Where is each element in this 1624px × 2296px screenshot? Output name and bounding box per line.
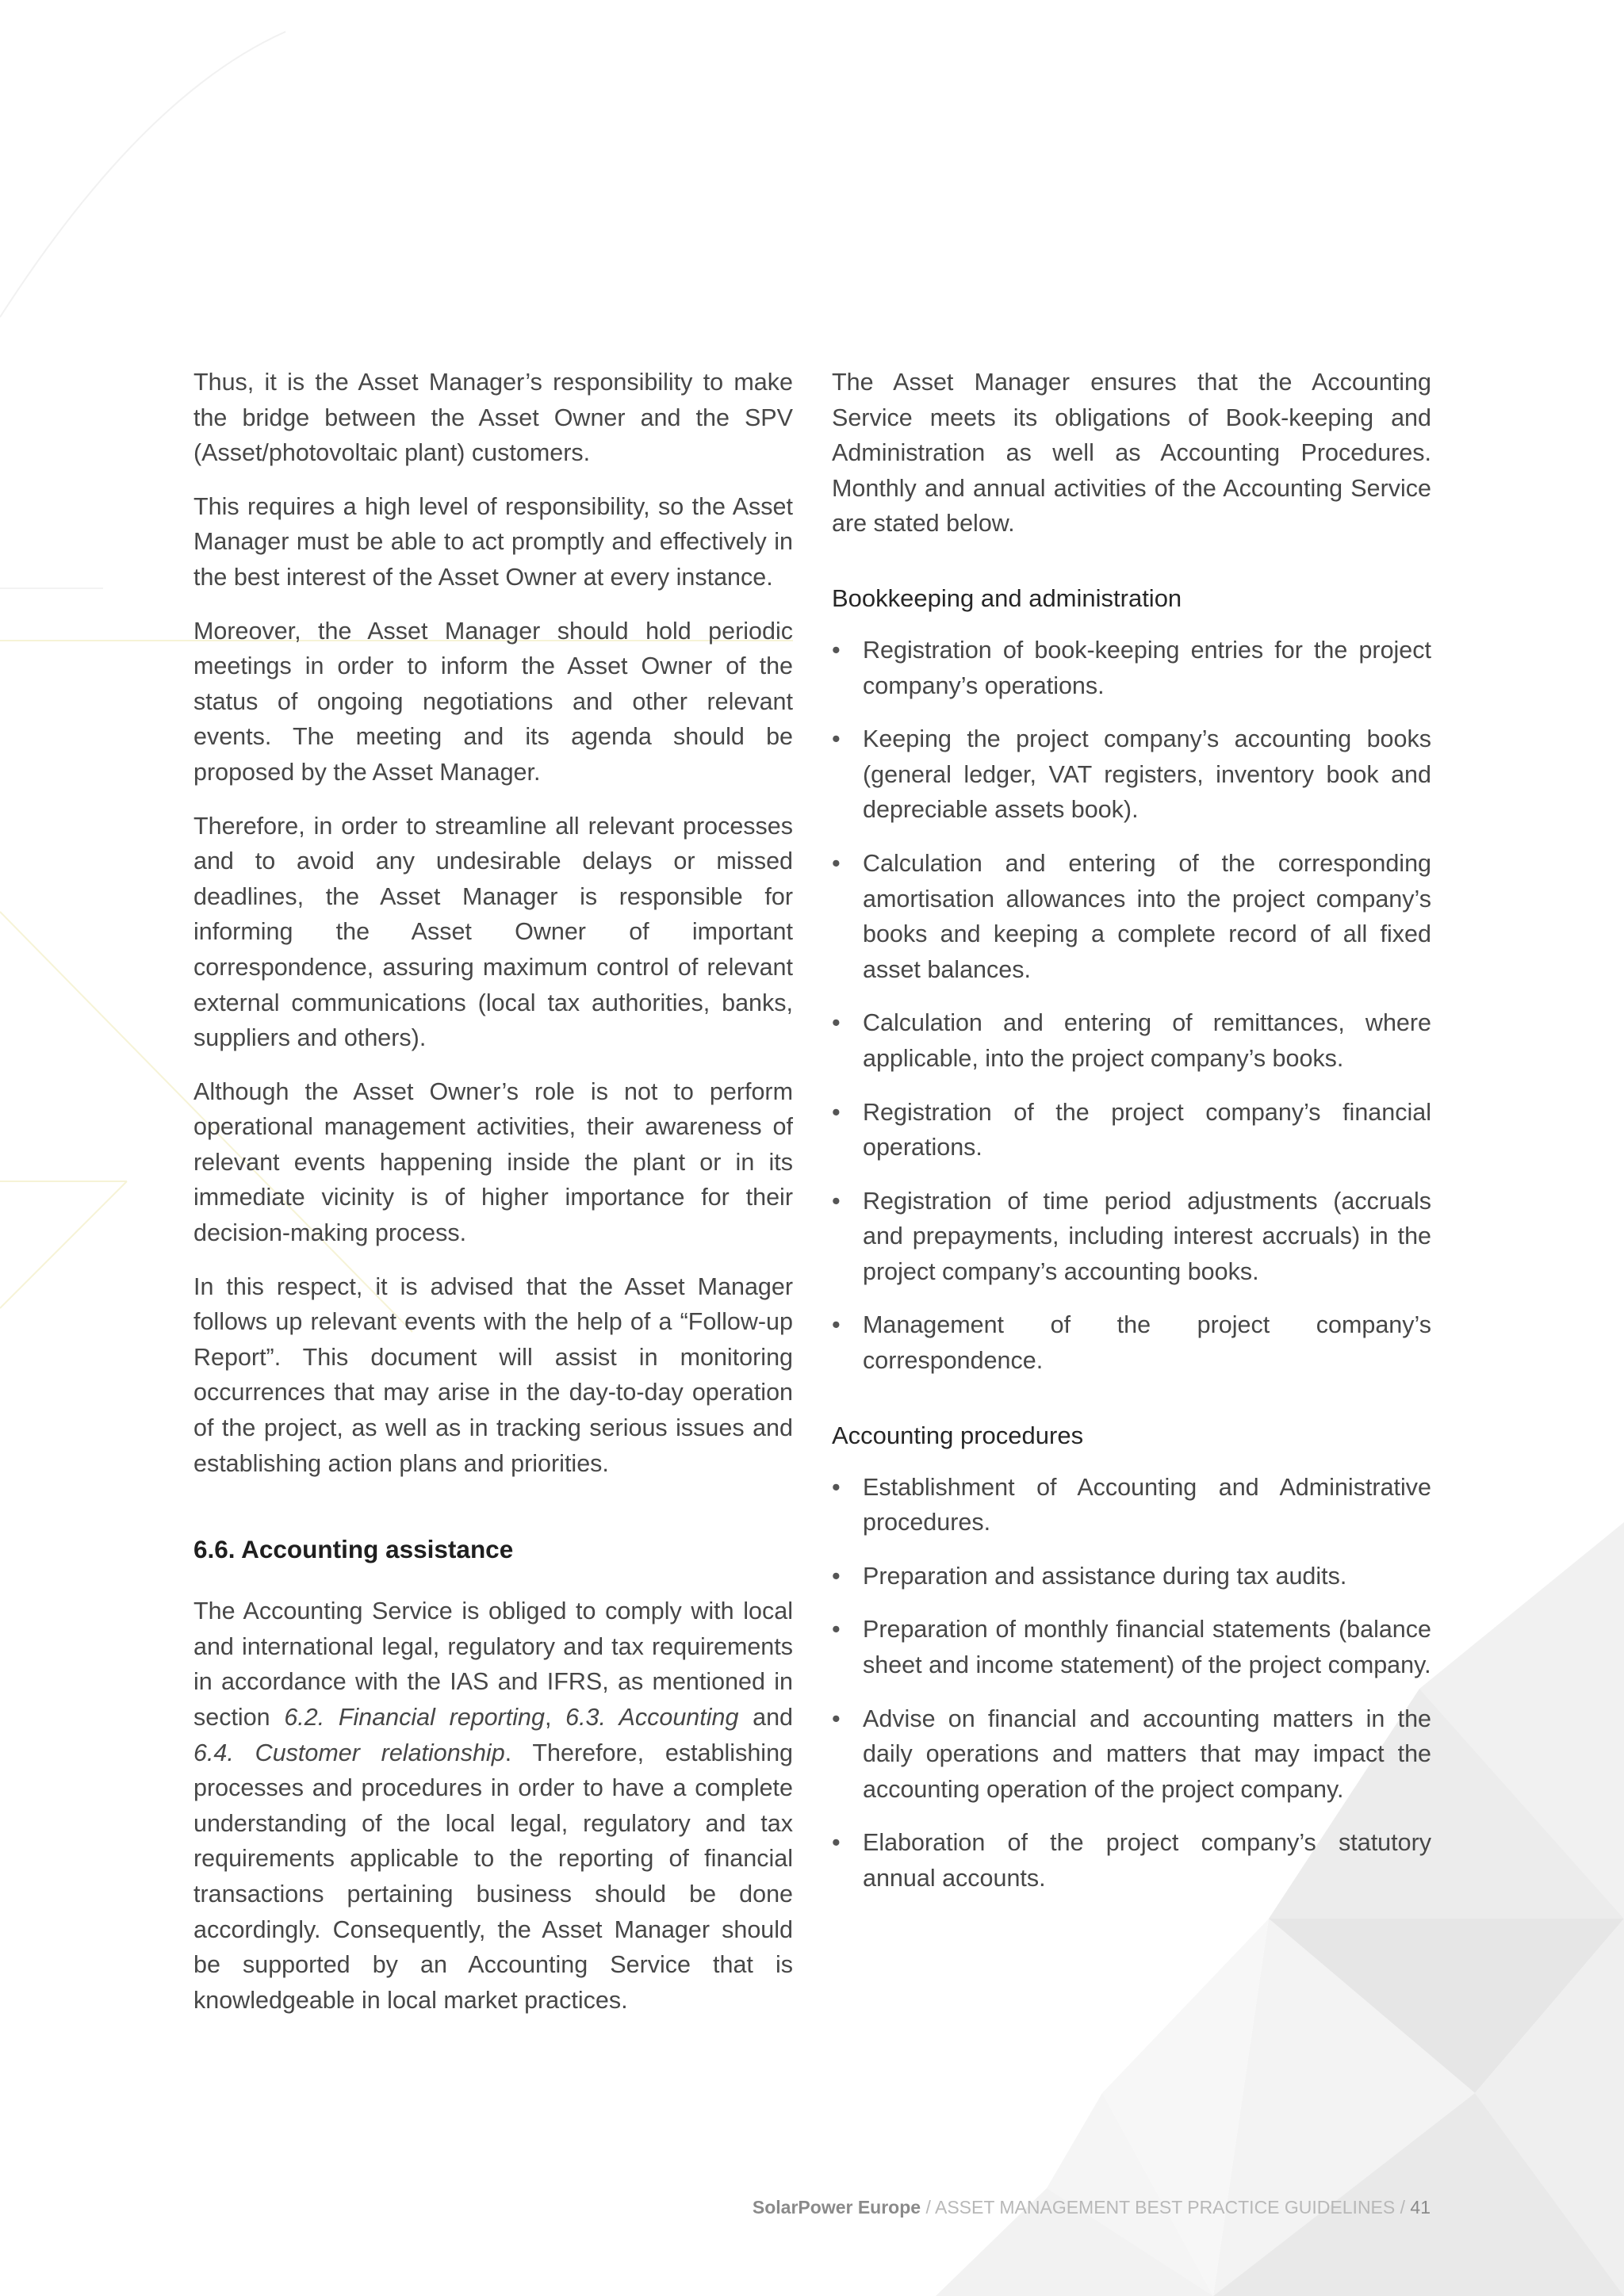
subheading-accounting-procedures: Accounting procedures xyxy=(832,1421,1084,1449)
paragraph-asset-owner-role: Although the Asset Owner’s role is not to perform operational management activities, their awareness of relevant events happening inside the plant or in its immediate vicinity is of higher importance for their decision-making process. xyxy=(193,1077,793,1247)
bullet-icon: • xyxy=(832,1311,841,1339)
list-item xyxy=(832,1005,1431,1076)
list-item xyxy=(832,846,1431,987)
list-item-text: Preparation and assistance during tax audits. xyxy=(863,1562,1347,1590)
bullet-icon: • xyxy=(832,1098,841,1126)
list-item xyxy=(832,1307,1431,1378)
bullet-icon: • xyxy=(832,1829,841,1857)
list-item-text: Registration of book-keeping entries for the project company’s operations. xyxy=(863,636,1431,699)
list-item xyxy=(832,1095,1431,1165)
reference-customer-relationship: 6.4. Customer relationship xyxy=(193,1739,505,1766)
list-item xyxy=(832,721,1431,828)
section-heading-accounting-assistance: 6.6. Accounting assistance xyxy=(193,1535,514,1564)
list-item-text: Elaboration of the project company’s statutory annual accounts. xyxy=(863,1829,1431,1892)
left-column xyxy=(193,365,793,2036)
bookkeeping-list xyxy=(832,633,1431,1379)
bullet-icon: • xyxy=(832,636,841,664)
list-item-text: Registration of time period adjustments (accruals and prepayments, including interest accruals) in the project company’s accounting books. xyxy=(863,1187,1431,1285)
list-item xyxy=(832,1559,1431,1594)
bullet-icon: • xyxy=(832,1705,841,1732)
reference-separator: , xyxy=(544,1704,566,1731)
list-item-text: Keeping the project company’s accounting books (general ledger, VAT registers, inventory book and depreciable assets book). xyxy=(863,725,1431,824)
paragraph-streamline-processes: Therefore, in order to streamline all relevant processes and to avoid any undesirable delays or missed deadlines, the Asset Manager is responsible for informing the Asset Owner of important correspondence, assuring maximum control of relevant external communications (local tax authorities, banks, suppliers and others). xyxy=(193,812,793,1052)
list-item-text: Management of the project company’s correspondence. xyxy=(863,1311,1431,1375)
list-item-text: Registration of the project company’s financial operations. xyxy=(863,1098,1431,1161)
list-item-text: Calculation and entering of the corresponding amortisation allowances into the project company’s books and keeping a complete record of all fixed asset balances. xyxy=(863,849,1431,983)
list-item xyxy=(832,1701,1431,1808)
reference-accounting: 6.3. Accounting xyxy=(565,1704,739,1731)
list-item-text: Advise on financial and accounting matters in the daily operations and matters that may impact the accounting operation of the project company. xyxy=(863,1705,1431,1803)
bullet-icon: • xyxy=(832,725,841,753)
page-number: 41 xyxy=(1410,2197,1431,2218)
list-item-text: Calculation and entering of remittances, where applicable, into the project company’s books. xyxy=(863,1009,1431,1072)
paragraph-accounting-service xyxy=(193,1594,793,2018)
footer-separator: / xyxy=(1395,2197,1411,2218)
right-column xyxy=(832,365,1431,1915)
list-item-text: Preparation of monthly financial statements (balance sheet and income statement) of the project company. xyxy=(863,1616,1431,1679)
footer-title: ASSET MANAGEMENT BEST PRACTICE GUIDELINES xyxy=(934,2197,1396,2218)
bullet-icon: • xyxy=(832,1009,841,1037)
bullet-icon: • xyxy=(832,1473,841,1501)
list-item xyxy=(832,1825,1431,1896)
subheading-bookkeeping: Bookkeeping and administration xyxy=(832,584,1182,612)
paragraph-accounting-intro: The Asset Manager ensures that the Accounting Service meets its obligations of Book-keeping and Administration as well as Accounting Procedures. Monthly and annual activities of the Accounting Service are stated below. xyxy=(832,369,1431,538)
paragraph-responsibility: This requires a high level of responsibility, so the Asset Manager must be able to act promptly and effectively in the best interest of the Asset Owner at every instance. xyxy=(193,492,793,591)
page-footer xyxy=(753,2195,1431,2220)
accounting-text-part2: . Therefore, establishing processes and procedures in order to have a complete understanding of the local legal, regulatory and tax requirements applicable to the reporting of financial transactions pertaining business should be done accordingly. Consequently, the Asset Manager should be supported by an Accounting Service that is knowledgeable in local market practices. xyxy=(193,1739,793,2014)
paragraph-follow-up-report: In this respect, it is advised that the Asset Manager follows up relevant events with the help of a “Follow-up Report”. This document will assist in monitoring occurrences that may arise in the day-to-day operation of the project, as well as in tracking serious issues and establishing action plans and priorities. xyxy=(193,1272,793,1477)
paragraph-periodic-meetings: Moreover, the Asset Manager should hold periodic meetings in order to inform the Asset Owner of the status of ongoing negotiations and other relevant events. The meeting and its agenda should be proposed by the Asset Manager. xyxy=(193,617,793,786)
list-item xyxy=(832,1184,1431,1290)
footer-brand: SolarPower Europe xyxy=(752,2197,921,2218)
bullet-icon: • xyxy=(832,1562,841,1590)
reference-separator: and xyxy=(738,1704,793,1731)
bullet-icon: • xyxy=(832,1616,841,1644)
list-item xyxy=(832,1470,1431,1540)
footer-separator: / xyxy=(921,2197,935,2218)
list-item xyxy=(832,1612,1431,1682)
bullet-icon: • xyxy=(832,849,841,877)
accounting-text-part1: The Accounting Service is obliged to comply with local and international legal, regulatory and tax requirements in accordance with the IAS and IFRS, as mentioned in section xyxy=(193,1598,793,1731)
paragraph-asset-manager-bridge: Thus, it is the Asset Manager’s responsibility to make the bridge between the Asset Owner and the SPV (Asset/photovoltaic plant) customers. xyxy=(193,369,793,467)
bullet-icon: • xyxy=(832,1187,841,1215)
reference-financial-reporting: 6.2. Financial reporting xyxy=(284,1704,545,1731)
procedures-list xyxy=(832,1470,1431,1896)
list-item-text: Establishment of Accounting and Administrative procedures. xyxy=(863,1473,1431,1536)
list-item xyxy=(832,633,1431,703)
